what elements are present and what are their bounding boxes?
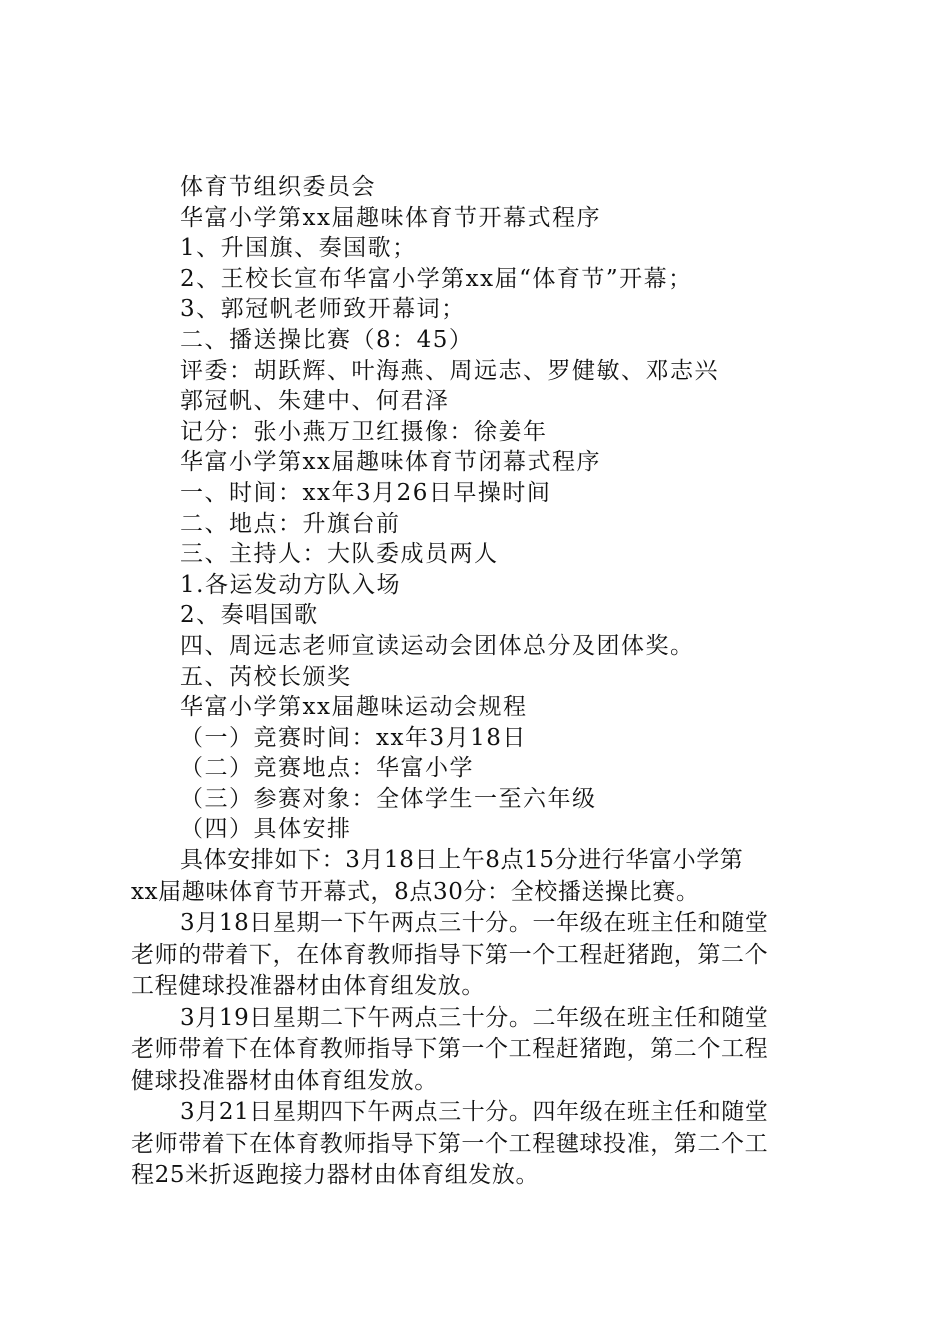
- text-line: （三）参赛对象：全体学生一至六年级: [180, 785, 597, 812]
- text-line: 二、地点：升旗台前: [180, 510, 401, 537]
- paragraph-line: 程25米折返跑接力器材由体育组发放。: [131, 1162, 540, 1188]
- text-line: 郭冠帆、朱建中、何君泽: [180, 388, 450, 415]
- text-line: 华富小学第xx届趣味体育节闭幕式程序: [180, 449, 601, 476]
- paragraph-line: xx届趣味体育节开幕式，8点30分：全校播送操比赛。: [131, 878, 700, 905]
- paragraph-line: 3月21日星期四下午两点三十分。四年级在班主任和随堂: [180, 1099, 769, 1125]
- text-line: 一、时间：xx年3月26日早操时间: [180, 479, 552, 506]
- text-line: 记分：张小燕万卫红摄像：徐姜年: [180, 418, 548, 445]
- text-line: 评委：胡跃辉、叶海燕、周远志、罗健敏、邓志兴: [180, 357, 719, 384]
- text-line: 体育节组织委员会: [180, 174, 376, 200]
- paragraph: [131, 908, 821, 1003]
- text-line: 华富小学第xx届趣味运动会规程: [180, 694, 528, 721]
- text-line: 3、郭冠帆老师致开幕词；: [180, 296, 466, 323]
- paragraph-line: 工程健球投准器材由体育组发放。: [131, 973, 485, 999]
- paragraph-line: 老师带着下在体育教师指导下第一个工程毽球投准，第二个工: [131, 1130, 769, 1157]
- schedule-paragraphs: [131, 845, 821, 1192]
- text-line: （一）竞赛时间：xx年3月18日: [180, 724, 527, 751]
- paragraph-line: 3月18日星期一下午两点三十分。一年级在班主任和随堂: [180, 910, 769, 936]
- paragraph-line: 具体安排如下：3月18日上午8点15分进行华富小学第: [180, 847, 744, 873]
- paragraph-line: 老师带着下在体育教师指导下第一个工程赶猪跑，第二个工程: [131, 1036, 769, 1062]
- text-line: 华富小学第xx届趣味体育节开幕式程序: [180, 204, 601, 231]
- text-line: 1.各运发动方队入场: [180, 571, 401, 598]
- text-line: 五、芮校长颁奖: [180, 663, 352, 690]
- text-line: 2、王校长宣布华富小学第xx届“体育节”开幕；: [180, 265, 693, 292]
- program-lines: [180, 172, 820, 845]
- text-line: 2、奏唱国歌: [180, 602, 319, 629]
- text-line: 四、周远志老师宣读运动会团体总分及团体奖。: [180, 632, 695, 659]
- text-line: 二、播送操比赛（8：45）: [180, 326, 474, 353]
- paragraph-line: 老师的带着下，在体育教师指导下第一个工程赶猪跑，第二个: [131, 941, 769, 968]
- paragraph: [131, 1003, 821, 1098]
- paragraph: [131, 1097, 821, 1192]
- text-line: （二）竞赛地点：华富小学: [180, 755, 474, 782]
- text-line: 1、升国旗、奏国歌；: [180, 235, 417, 262]
- paragraph-line: 健球投准器材由体育组发放。: [131, 1067, 438, 1094]
- text-line: （四）具体安排: [180, 816, 352, 843]
- text-line: 三、主持人：大队委成员两人: [180, 541, 499, 568]
- paragraph-line: 3月19日星期二下午两点三十分。二年级在班主任和随堂: [180, 1004, 769, 1031]
- paragraph: [131, 845, 821, 908]
